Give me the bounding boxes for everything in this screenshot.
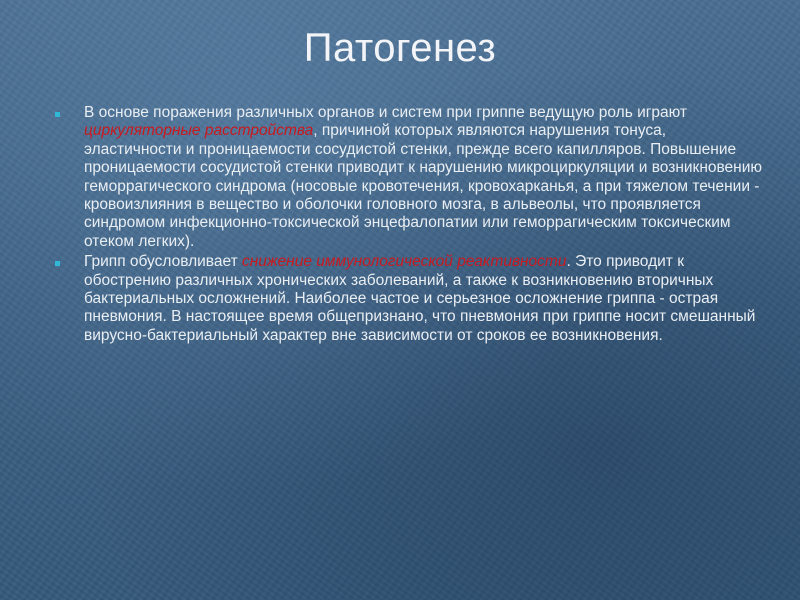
bullet-text-before: Грипп обусловливает bbox=[84, 253, 242, 271]
bullet-text-after: , причиной которых являются нарушения тонуса, эластичности и проницаемости сосудистой стенки, прежде всего капилляров. Повышение проницаемости сосудистой стенки приводит к нарушению микроциркуляции и возникновению геморрагического синдрома (носовые кровотечения, кровохарканья, а при тяжелом течении - кровоизлияния в вещество и оболочки головного мозга, в альвеолы, что проявляется синдромом инфекционно-токсической энцефалопатии или геморрагическим токсическим отеком легких). bbox=[84, 122, 763, 250]
bullet-item-circulatory bbox=[52, 104, 767, 251]
bullet-text-after: . Это приводит к обострению различных хронических заболеваний, а также к возникновению вторичных бактериальных осложнений. Наиболее частое и серьезное осложнение гриппа - острая пневмония. В настоящее время общепризнано, что пневмония при гриппе носит смешанный вирусно-бактериальный характер вне зависимости от сроков ее возникновения. bbox=[84, 253, 756, 344]
bullet-text-before: В основе поражения различных органов и систем при гриппе ведущую роль играют bbox=[84, 104, 688, 121]
slide-title: Патогенез bbox=[303, 26, 497, 70]
highlight-reduced-immunity: снижение иммунологической реактивности bbox=[242, 253, 567, 271]
bullet-list bbox=[52, 104, 767, 347]
square-bullet-icon bbox=[55, 112, 60, 117]
highlight-circulatory-disorders: циркуляторные расстройства bbox=[84, 122, 314, 140]
square-bullet-icon bbox=[55, 261, 60, 266]
bullet-item-immunity bbox=[52, 253, 767, 345]
